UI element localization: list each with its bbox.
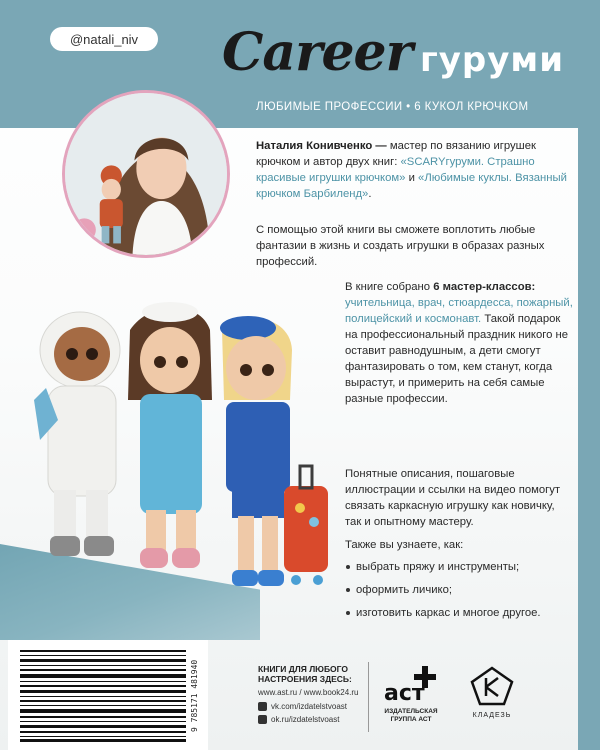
publisher-footer <box>250 660 570 745</box>
author-portrait <box>62 90 230 258</box>
learn-block <box>345 537 573 628</box>
vk-icon <box>258 702 267 711</box>
classes-lead: В книге собрано <box>345 281 434 293</box>
title-latin: Career <box>222 22 413 83</box>
ok-url: ok.ru/izdatelstvoast <box>271 715 340 724</box>
bio-and: и <box>405 172 419 184</box>
learn-list <box>345 559 573 621</box>
ast-logo <box>382 662 442 706</box>
book-subtitle: ЛЮБИМЫЕ ПРОФЕССИИ • 6 КУКОЛ КРЮЧКОМ <box>256 101 529 113</box>
books-heading: КНИГИ ДЛЯ ЛЮБОГО НАСТРОЕНИЯ ЗДЕСЬ: <box>258 664 352 684</box>
barcode <box>8 640 208 750</box>
learn-item: изготовить каркас и многое другое. <box>345 605 573 621</box>
barcode-bars <box>20 650 186 742</box>
learn-item: выбрать пряжу и инструменты; <box>345 559 573 575</box>
portrait-illustration <box>65 93 227 255</box>
classes-rest: Такой подарок на профессиональный праздник никого не оставит равнодушным, а дети смогут фантазировать о том, кем станут, когда вырастут, и примерить на себя самые разные профессии. <box>345 313 569 405</box>
book-dolls: «Любимые куклы. Вязанный крючком Барбиленд» <box>256 172 567 200</box>
title-cyrillic: гуруми <box>420 40 565 80</box>
vk-link[interactable] <box>258 702 347 711</box>
intro-paragraph: С помощью этой книги вы сможете воплотить любые фантазии в жизнь и создать игрушки в образах разных профессий. <box>256 224 545 268</box>
kladez-caption: КЛАДЕЗЬ <box>472 712 512 719</box>
dolls-photo <box>0 290 340 620</box>
side-band <box>578 0 600 750</box>
book-title <box>222 10 572 98</box>
ok-link[interactable] <box>258 715 339 724</box>
dolls-illustration <box>0 290 340 620</box>
site-link[interactable]: www.ast.ru / www.book24.ru <box>258 688 359 697</box>
classes-paragraph <box>345 279 573 407</box>
learn-item: оформить личико; <box>345 582 573 598</box>
professions-list: учительница, врач, стюардесса, пожарный, полицейский и космонавт. <box>345 297 573 325</box>
author-bio <box>256 138 576 202</box>
book-scary: «SCARYгуруми. Страшно красивые игрушки крючком» <box>256 156 535 184</box>
ast-caption: ИЗДАТЕЛЬСКАЯ ГРУППА АСТ <box>384 708 438 723</box>
bio-text: мастер по вязанию игрушек крючком и автор двух книг: <box>256 140 536 168</box>
ast-logo-text: аст <box>384 681 425 706</box>
learn-lead: Также вы узнаете, как: <box>345 539 464 551</box>
ok-icon <box>258 715 267 724</box>
kladez-logo <box>470 666 514 706</box>
author-name: Наталия Конивченко — <box>256 140 387 152</box>
footer-divider <box>368 662 369 732</box>
classes-count: 6 мастер-классов: <box>433 281 536 293</box>
vk-url: vk.com/izdatelstvoast <box>271 702 348 711</box>
bio-end: . <box>368 188 372 200</box>
instagram-handle: @natali_niv <box>50 27 158 51</box>
description-paragraph: Понятные описания, пошаговые иллюстрации и ссылки на видео помогут связать каркасную игрушку как новичку, так и опытному мастеру. <box>345 468 561 528</box>
isbn-number: 9 785171 481940 <box>190 659 199 733</box>
